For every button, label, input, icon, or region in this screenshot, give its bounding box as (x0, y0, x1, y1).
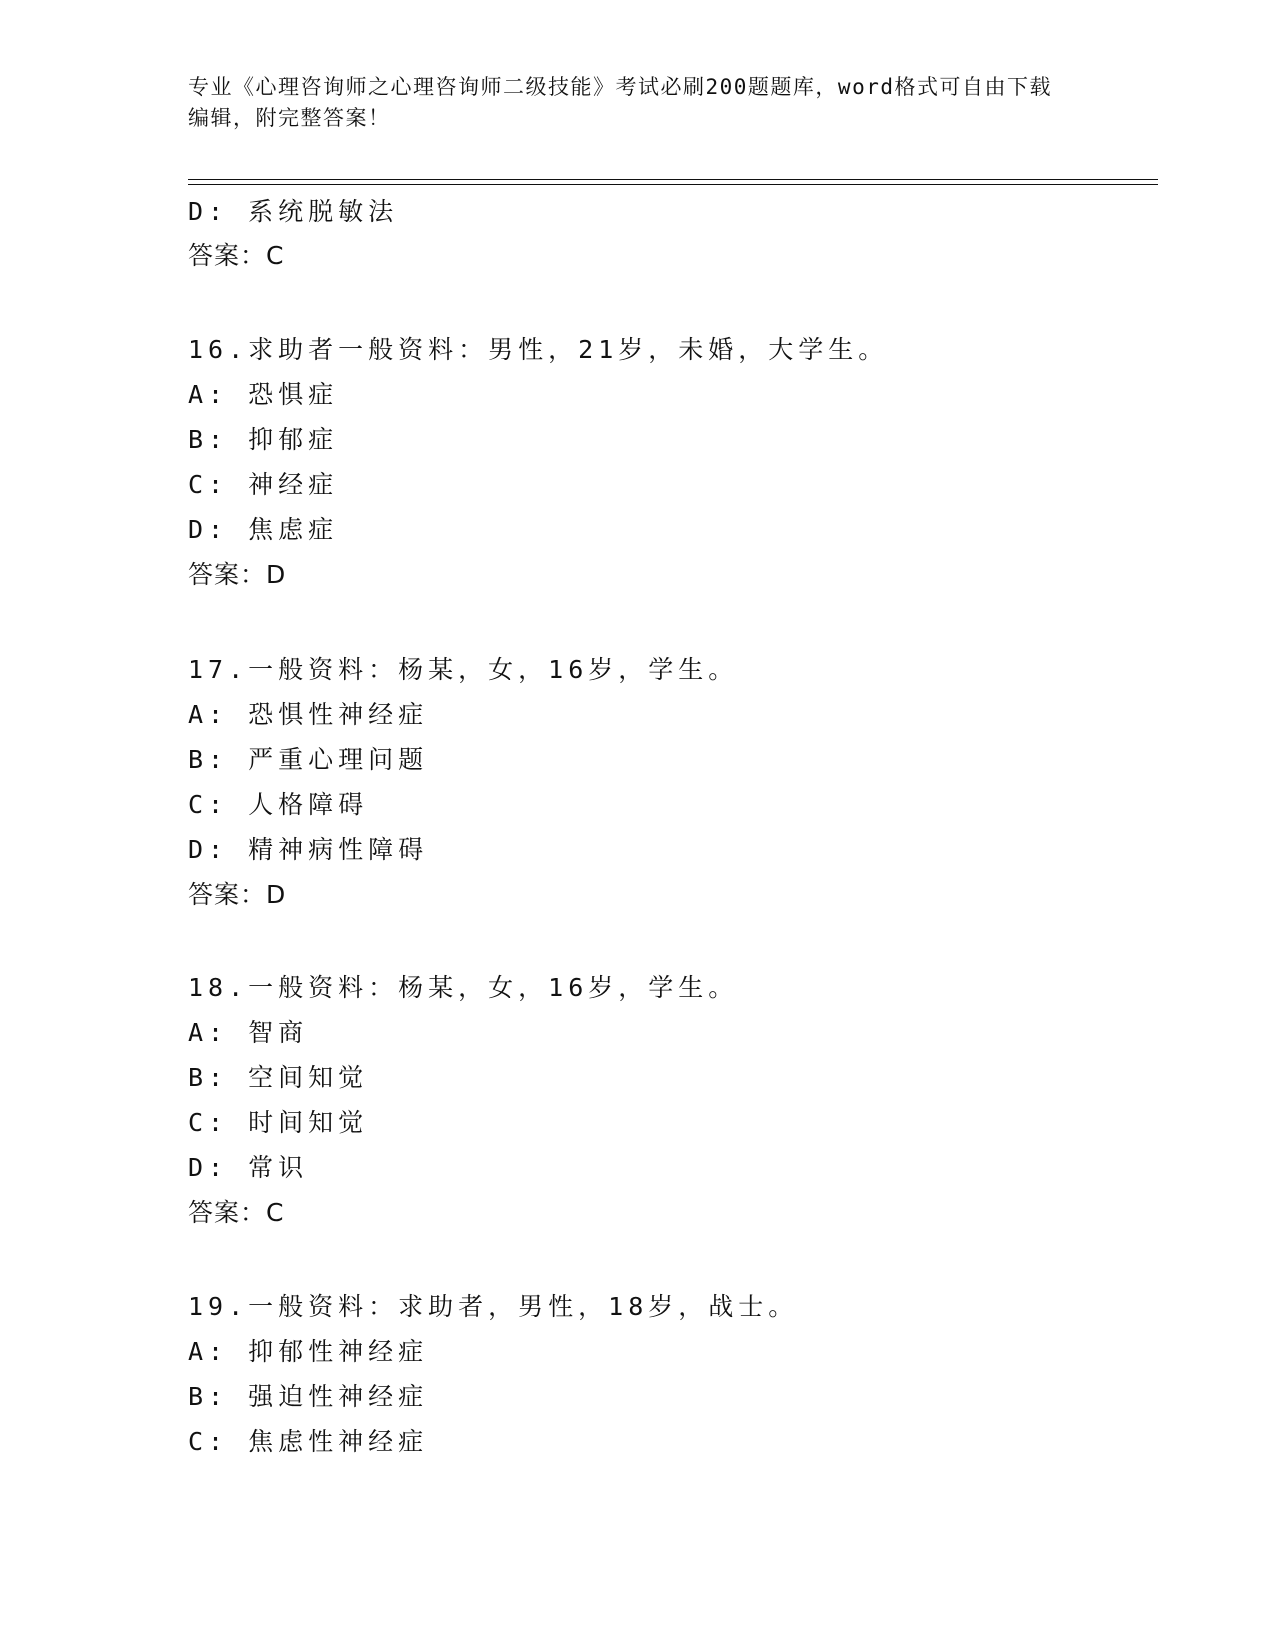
option-c: C: 焦虑性神经症 (188, 1427, 429, 1456)
option-a: A: 恐惧性神经症 (188, 700, 429, 729)
question-16: 16.求助者一般资料：男性，21岁，未婚，大学生。 (188, 335, 889, 364)
question-19: 19.一般资料：求助者，男性，18岁，战士。 (188, 1292, 799, 1321)
option-b: B: 强迫性神经症 (188, 1382, 429, 1411)
option-d: D: 焦虑症 (188, 515, 339, 544)
answer-line: 答案：D (188, 560, 287, 589)
option-c: C: 神经症 (188, 470, 339, 499)
option-c: C: 人格障碍 (188, 790, 369, 819)
option-d: D: 常识 (188, 1153, 309, 1182)
answer-line: 答案：D (188, 880, 287, 909)
question-17: 17.一般资料：杨某，女，16岁，学生。 (188, 655, 739, 684)
option-a: A: 智商 (188, 1018, 309, 1047)
answer-line: 答案：C (188, 241, 285, 270)
option-a: A: 抑郁性神经症 (188, 1337, 429, 1366)
option-b: B: 抑郁症 (188, 425, 339, 454)
header-rule-bottom (188, 184, 1158, 185)
option-c: C: 时间知觉 (188, 1108, 369, 1137)
option-d: D: 精神病性障碍 (188, 835, 429, 864)
option-d: D: 系统脱敏法 (188, 197, 399, 226)
option-b: B: 空间知觉 (188, 1063, 369, 1092)
header-rule-top (188, 179, 1158, 180)
document-header: 专业《心理咨询师之心理咨询师二级技能》考试必刷200题题库，word格式可自由下载编辑，附完整答案！ (188, 75, 1052, 130)
option-a: A: 恐惧症 (188, 380, 339, 409)
option-b: B: 严重心理问题 (188, 745, 429, 774)
answer-line: 答案：C (188, 1198, 285, 1227)
question-18: 18.一般资料：杨某，女，16岁，学生。 (188, 973, 739, 1002)
